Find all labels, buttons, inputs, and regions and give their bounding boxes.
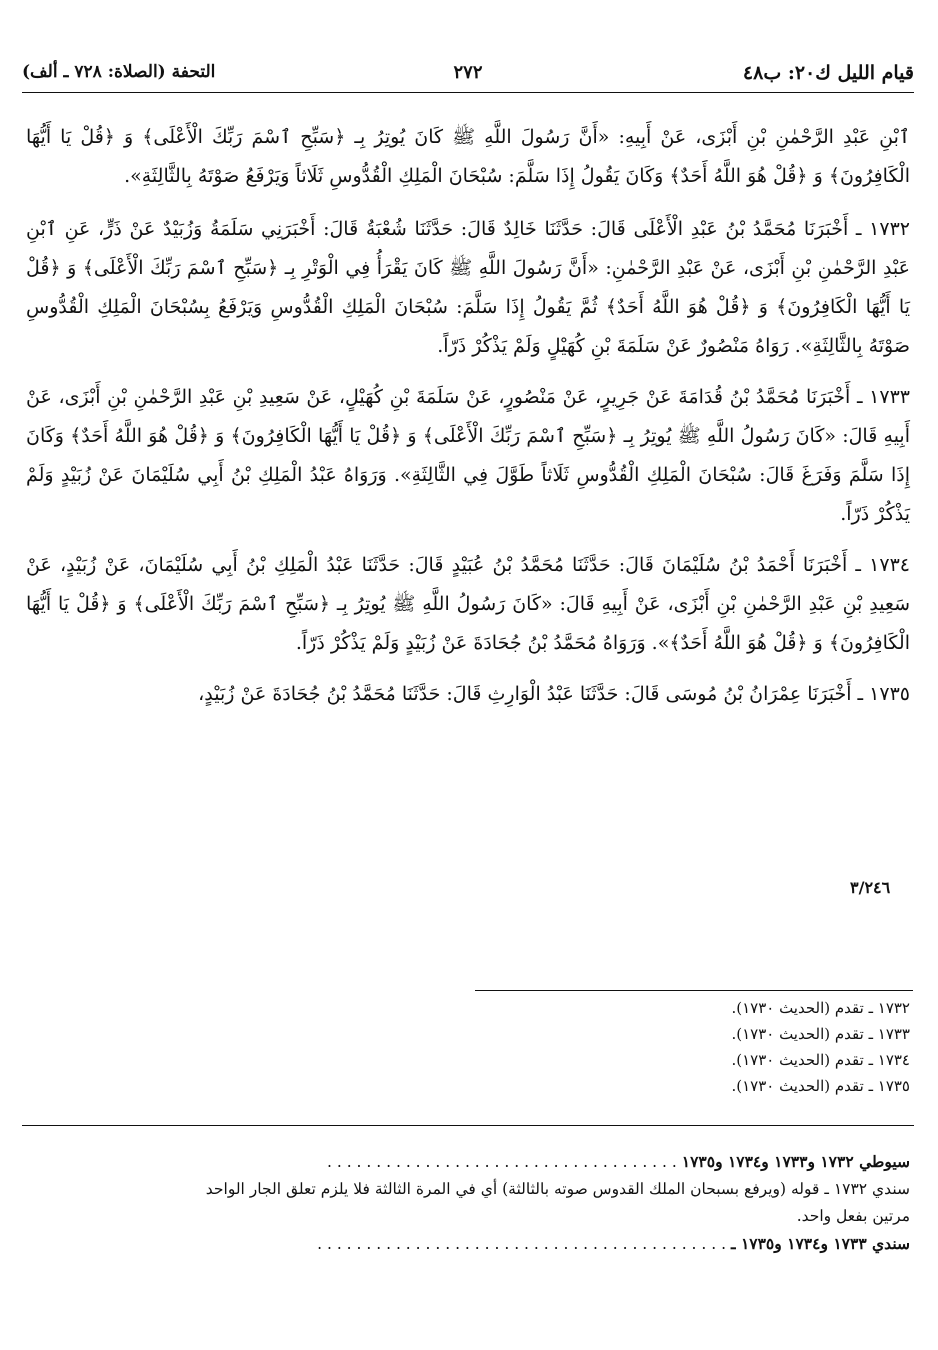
margin-reference: ٣/٢٤٦	[850, 878, 891, 897]
hadith-1735: ١٧٣٥ ـ أَخْبَرَنَا عِمْرَانُ بْنُ مُوسَى قَالَ: حَدَّثَنَا عَبْدُ الْوَارِثِ قَالَ: حَدَّثَنَا مُحَمَّدُ بْنُ جُحَادَةَ عَنْ زُبَيْدٍ،	[198, 683, 910, 705]
footnote-1734: ١٧٣٤ ـ تقدم (الحديث ١٧٣٠).	[731, 1051, 910, 1069]
footnotes	[490, 995, 910, 1099]
commentary-sindi-rest-label: سندي ١٧٣٣ و١٧٣٤ و١٧٣٥ ـ	[731, 1234, 910, 1253]
header-chapter: قيام الليل ك٢٠: ب٤٨	[742, 62, 914, 84]
commentary-suyuti	[26, 1148, 910, 1176]
commentary	[26, 1148, 910, 1258]
page-number: ٢٧٢	[453, 62, 483, 83]
header-divider	[22, 92, 914, 93]
commentary-sindi-rest	[26, 1230, 910, 1258]
hadith-continuation: ٱبْنِ عَبْدِ الرَّحْمٰنِ بْنِ أَبْزَى، عَنْ أَبِيهِ: «أَنَّ رَسُولَ اللَّهِ ﷺ كَانَ يُوتِرُ بِـ ﴿سَبِّحِ ٱسْمَ رَبِّكَ الْأَعْلَى﴾ وَ ﴿قُلْ يَا أَيُّهَا الْكَافِرُونَ﴾ وَ ﴿قُلْ هُوَ اللَّهُ أَحَدٌ﴾ وَكَانَ يَقُولُ إِذَا سَلَّمَ: سُبْحَانَ الْمَلِكِ الْقُدُّوسِ ثَلَاثاً وَيَرْفَعُ صَوْتَهُ بِالثَّالِثَةِ».	[26, 126, 910, 187]
footnote-divider	[475, 990, 913, 991]
header-reference: التحفة (الصلاة: ٧٢٨ ـ ألف)	[22, 62, 216, 82]
hadith-text	[26, 118, 910, 726]
commentary-sindi-1732-cont: مرتين بفعل واحد.	[796, 1207, 910, 1225]
footnote-1735: ١٧٣٥ ـ تقدم (الحديث ١٧٣٠).	[731, 1077, 910, 1095]
commentary-suyuti-label: سيوطي ١٧٣٢ و١٧٣٣ و١٧٣٤ و١٧٣٥	[681, 1152, 910, 1171]
commentary-sindi-1732: سندي ١٧٣٢ ـ قوله (ويرفع بسبحان الملك القدوس صوته بالثالثة) أي في المرة الثالثة فلا يلزم تعلق الجار الواحد	[205, 1180, 910, 1198]
hadith-1732: ١٧٣٢ ـ أَخْبَرَنَا مُحَمَّدُ بْنُ عَبْدِ الْأَعْلَى قَالَ: حَدَّثَنَا خَالِدٌ قَالَ: حَدَّثَنَا شُعْبَةُ قَالَ: أَخْبَرَنِي سَلَمَةُ وَزُبَيْدٌ عَنْ ذَرٍّ، عَنِ ٱبْنِ عَبْدِ الرَّحْمٰنِ بْنِ أَبْزَى، عَنْ عَبْدِ الرَّحْمٰنِ: «أَنَّ رَسُولَ اللَّهِ ﷺ كَانَ يَقْرَأُ فِي الْوَتْرِ بِـ ﴿سَبِّحِ ٱسْمَ رَبِّكَ الْأَعْلَى﴾ وَ ﴿قُلْ يَا أَيُّهَا الْكَافِرُونَ﴾ وَ ﴿قُلْ هُوَ اللَّهُ أَحَدٌ﴾ ثُمَّ يَقُولُ إِذَا سَلَّمَ: سُبْحَانَ الْمَلِكِ الْقُدُّوسِ وَيَرْفَعُ بِسُبْحَانَ الْمَلِكِ الْقُدُّوسِ صَوْتَهُ بِالثَّالِثَةِ». رَوَاهُ مَنْصُورٌ عَنْ سَلَمَةَ بْنِ كُهَيْلٍ وَلَمْ يَذْكُرْ ذَرّاً.	[26, 218, 910, 357]
footnote-1732: ١٧٣٢ ـ تقدم (الحديث ١٧٣٠).	[731, 999, 910, 1017]
commentary-divider	[22, 1125, 914, 1126]
commentary-sindi-rest-dots: . . . . . . . . . . . . . . . . . . . . . . . . . . . . . . . . . . . . . . . . . .	[317, 1235, 727, 1253]
footnote-1733: ١٧٣٣ ـ تقدم (الحديث ١٧٣٠).	[731, 1025, 910, 1043]
hadith-1733: ١٧٣٣ ـ أَخْبَرَنَا مُحَمَّدُ بْنُ قُدَامَةَ عَنْ جَرِيرٍ، عَنْ مَنْصُورٍ، عَنْ سَلَمَةَ بْنِ كُهَيْلٍ، عَنْ سَعِيدِ بْنِ عَبْدِ الرَّحْمٰنِ بْنِ أَبْزَى، عَنْ أَبِيهِ قَالَ: «كَانَ رَسُولُ اللَّهِ ﷺ يُوتِرُ بِـ ﴿سَبِّحِ ٱسْمَ رَبِّكَ الْأَعْلَى﴾ وَ ﴿قُلْ يَا أَيُّهَا الْكَافِرُونَ﴾ وَ ﴿قُلْ هُوَ اللَّهُ أَحَدٌ﴾ وَكَانَ إِذَا سَلَّمَ وَفَرَغَ قَالَ: سُبْحَانَ الْمَلِكِ الْقُدُّوسِ ثَلَاثاً طَوَّلَ فِي الثَّالِثَةِ». وَرَوَاهُ عَبْدُ الْمَلِكِ بْنُ أَبِي سُلَيْمَانَ عَنْ زُبَيْدٍ وَلَمْ يَذْكُرْ ذَرّاً.	[26, 386, 910, 525]
commentary-suyuti-dots: . . . . . . . . . . . . . . . . . . . . . . . . . . . . . . . . . . . .	[326, 1153, 677, 1171]
hadith-1734: ١٧٣٤ ـ أَخْبَرَنَا أَحْمَدُ بْنُ سُلَيْمَانَ قَالَ: حَدَّثَنَا مُحَمَّدُ بْنُ عُبَيْدٍ قَالَ: حَدَّثَنَا عَبْدُ الْمَلِكِ بْنُ أَبِي سُلَيْمَانَ، عَنْ زُبَيْدٍ، عَنْ سَعِيدِ بْنِ عَبْدِ الرَّحْمٰنِ بْنِ أَبْزَى، عَنْ أَبِيهِ قَالَ: «كَانَ رَسُولُ اللَّهِ ﷺ يُوتِرُ بِـ ﴿سَبِّحِ ٱسْمَ رَبِّكَ الْأَعْلَى﴾ وَ ﴿قُلْ يَا أَيُّهَا الْكَافِرُونَ﴾ وَ ﴿قُلْ هُوَ اللَّهُ أَحَدٌ﴾». وَرَوَاهُ مُحَمَّدُ بْنُ جُحَادَةَ عَنْ زُبَيْدٍ وَلَمْ يَذْكُرْ ذَرّاً.	[26, 554, 910, 654]
